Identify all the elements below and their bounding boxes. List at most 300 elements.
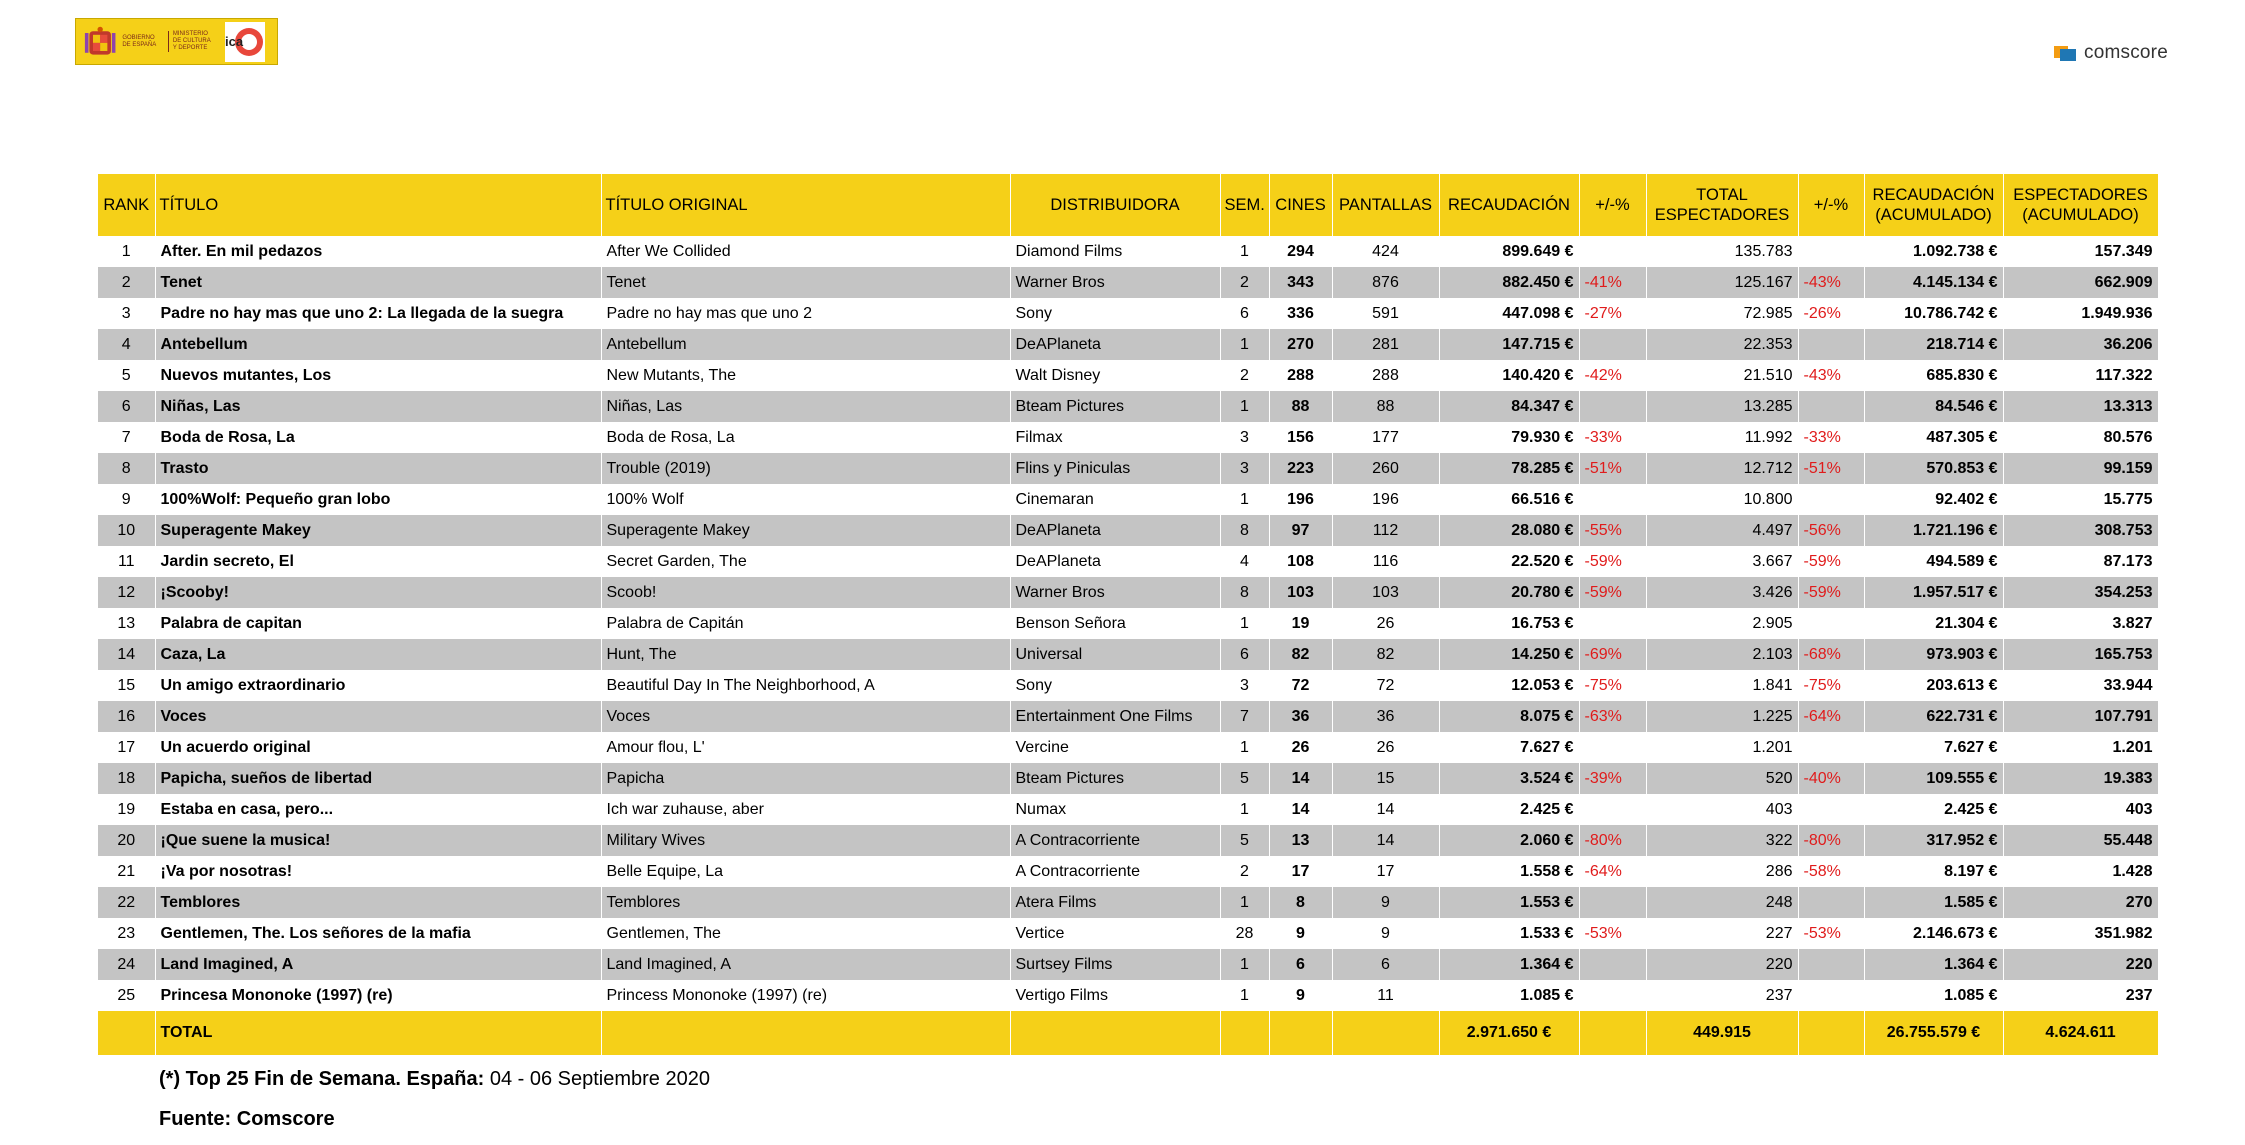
- cell-titulo: Voces: [155, 701, 601, 732]
- cell-pant: 103: [1332, 577, 1439, 608]
- cell-pant: 6: [1332, 949, 1439, 980]
- cell-cines: 108: [1269, 546, 1332, 577]
- cell-sem: 6: [1220, 639, 1269, 670]
- cell-rec: 447.098 €: [1439, 298, 1579, 329]
- cell-esp: 21.510: [1646, 360, 1798, 391]
- cell-sem: 3: [1220, 453, 1269, 484]
- cell-pant: 116: [1332, 546, 1439, 577]
- cell-dist: Flins y Piniculas: [1010, 453, 1220, 484]
- cell-rank: 17: [98, 732, 155, 763]
- cell-pct2: [1798, 887, 1864, 918]
- cell-dist: Bteam Pictures: [1010, 763, 1220, 794]
- cell-sem: 4: [1220, 546, 1269, 577]
- cell-pct2: [1798, 980, 1864, 1011]
- cell-pct2: [1798, 484, 1864, 515]
- cell-pant: 26: [1332, 608, 1439, 639]
- cell-rec: 12.053 €: [1439, 670, 1579, 701]
- cell-original: Hunt, The: [601, 639, 1010, 670]
- cell-esp: 403: [1646, 794, 1798, 825]
- table-row: [98, 856, 2158, 887]
- cell-rec: 3.524 €: [1439, 763, 1579, 794]
- cell-rec-acum: 8.197 €: [1864, 856, 2003, 887]
- header-pct-espectadores: +/-%: [1798, 174, 1864, 236]
- table-row: [98, 515, 2158, 546]
- cell-pant: 72: [1332, 670, 1439, 701]
- cell-esp: 22.353: [1646, 329, 1798, 360]
- cell-rank: 23: [98, 918, 155, 949]
- cell-rec: 8.075 €: [1439, 701, 1579, 732]
- comscore-text: comscore: [2084, 42, 2168, 63]
- cell-esp-acum: 403: [2003, 794, 2158, 825]
- cell-pct1: [1579, 329, 1646, 360]
- cell-rec: 28.080 €: [1439, 515, 1579, 546]
- cell-sem: 2: [1220, 360, 1269, 391]
- cell-esp: 286: [1646, 856, 1798, 887]
- cell-rec: 7.627 €: [1439, 732, 1579, 763]
- cell-pct1: [1579, 608, 1646, 639]
- header-pct-recaudacion: +/-%: [1579, 174, 1646, 236]
- cell-sem: 7: [1220, 701, 1269, 732]
- cell-titulo: Tenet: [155, 267, 601, 298]
- footnote: [159, 1068, 710, 1091]
- cell-titulo: Jardin secreto, El: [155, 546, 601, 577]
- cell-esp-acum: 1.949.936: [2003, 298, 2158, 329]
- gobierno-text: GOBIERNO DE ESPAÑA: [122, 34, 157, 48]
- cell-titulo: Un amigo extraordinario: [155, 670, 601, 701]
- table-row: [98, 267, 2158, 298]
- cell-cines: 26: [1269, 732, 1332, 763]
- table-row: [98, 453, 2158, 484]
- cell-pct2: -58%: [1798, 856, 1864, 887]
- cell-original: Temblores: [601, 887, 1010, 918]
- cell-rec-acum: 218.714 €: [1864, 329, 2003, 360]
- cell-pct1: -63%: [1579, 701, 1646, 732]
- cell-rank: 4: [98, 329, 155, 360]
- cell-pant: 17: [1332, 856, 1439, 887]
- cell-pct1: [1579, 484, 1646, 515]
- cell-rec-acum: 84.546 €: [1864, 391, 2003, 422]
- cell-dist: DeAPlaneta: [1010, 546, 1220, 577]
- cell-pct2: [1798, 794, 1864, 825]
- cell-rec-acum: 92.402 €: [1864, 484, 2003, 515]
- cell-cines: 14: [1269, 794, 1332, 825]
- cell-rec-acum: 487.305 €: [1864, 422, 2003, 453]
- cell-original: Princess Mononoke (1997) (re): [601, 980, 1010, 1011]
- cell-pct1: [1579, 732, 1646, 763]
- cell-rank: 20: [98, 825, 155, 856]
- cell-cines: 270: [1269, 329, 1332, 360]
- header-espectadores-acumulado: ESPECTADORES (ACUMULADO): [2003, 174, 2158, 236]
- cell-titulo: Palabra de capitan: [155, 608, 601, 639]
- cell-original: Military Wives: [601, 825, 1010, 856]
- cell-pct1: -53%: [1579, 918, 1646, 949]
- cell-rank: 25: [98, 980, 155, 1011]
- cell-original: Secret Garden, The: [601, 546, 1010, 577]
- cell-rec: 84.347 €: [1439, 391, 1579, 422]
- cell-rank: 3: [98, 298, 155, 329]
- cell-esp: 2.103: [1646, 639, 1798, 670]
- cell-titulo: Temblores: [155, 887, 601, 918]
- total-empty-dist: [1010, 1011, 1220, 1055]
- cell-esp: 72.985: [1646, 298, 1798, 329]
- cell-esp: 12.712: [1646, 453, 1798, 484]
- cell-pant: 88: [1332, 391, 1439, 422]
- cell-pct1: -41%: [1579, 267, 1646, 298]
- ica-logo: [225, 22, 265, 62]
- cell-titulo: ¡Que suene la musica!: [155, 825, 601, 856]
- total-empty-pant: [1332, 1011, 1439, 1055]
- cell-pant: 281: [1332, 329, 1439, 360]
- cell-pct1: [1579, 794, 1646, 825]
- cell-esp: 13.285: [1646, 391, 1798, 422]
- footnote-dates: 04 - 06 Septiembre 2020: [484, 1068, 710, 1090]
- cell-dist: A Contracorriente: [1010, 825, 1220, 856]
- cell-original: Amour flou, L': [601, 732, 1010, 763]
- cell-pant: 112: [1332, 515, 1439, 546]
- cell-pct1: -69%: [1579, 639, 1646, 670]
- cell-pct1: -59%: [1579, 546, 1646, 577]
- header-recaudacion-acumulado: RECAUDACIÓN (ACUMULADO): [1864, 174, 2003, 236]
- cell-pant: 82: [1332, 639, 1439, 670]
- cell-sem: 1: [1220, 980, 1269, 1011]
- table-row: [98, 763, 2158, 794]
- cell-esp-acum: 33.944: [2003, 670, 2158, 701]
- cell-pct1: -27%: [1579, 298, 1646, 329]
- cell-pant: 9: [1332, 918, 1439, 949]
- cell-sem: 1: [1220, 732, 1269, 763]
- cell-original: Voces: [601, 701, 1010, 732]
- header-total-espectadores: TOTAL ESPECTADORES: [1646, 174, 1798, 236]
- cell-cines: 82: [1269, 639, 1332, 670]
- cell-dist: Vercine: [1010, 732, 1220, 763]
- cell-rank: 12: [98, 577, 155, 608]
- cell-dist: Atera Films: [1010, 887, 1220, 918]
- cell-rec-acum: 203.613 €: [1864, 670, 2003, 701]
- ica-text: ica: [225, 33, 244, 49]
- cell-pant: 260: [1332, 453, 1439, 484]
- box-office-table: [98, 174, 2159, 1055]
- cell-rec-acum: 1.085 €: [1864, 980, 2003, 1011]
- cell-pct2: -56%: [1798, 515, 1864, 546]
- cell-dist: Diamond Films: [1010, 236, 1220, 267]
- cell-titulo: Papicha, sueños de libertad: [155, 763, 601, 794]
- cell-rec-acum: 109.555 €: [1864, 763, 2003, 794]
- cell-rec: 140.420 €: [1439, 360, 1579, 391]
- cell-titulo: Estaba en casa, pero...: [155, 794, 601, 825]
- cell-pct1: -39%: [1579, 763, 1646, 794]
- table-row: [98, 918, 2158, 949]
- cell-esp-acum: 36.206: [2003, 329, 2158, 360]
- cell-rank: 11: [98, 546, 155, 577]
- cell-cines: 14: [1269, 763, 1332, 794]
- cell-titulo: Caza, La: [155, 639, 601, 670]
- cell-dist: Bteam Pictures: [1010, 391, 1220, 422]
- total-label: TOTAL: [155, 1011, 601, 1055]
- cell-rec: 16.753 €: [1439, 608, 1579, 639]
- cell-rec-acum: 4.145.134 €: [1864, 267, 2003, 298]
- cell-rank: 7: [98, 422, 155, 453]
- header-recaudacion: RECAUDACIÓN: [1439, 174, 1579, 236]
- cell-rec: 1.533 €: [1439, 918, 1579, 949]
- cell-rec-acum: 1.092.738 €: [1864, 236, 2003, 267]
- cell-sem: 1: [1220, 236, 1269, 267]
- cell-dist: Benson Señora: [1010, 608, 1220, 639]
- cell-esp-acum: 354.253: [2003, 577, 2158, 608]
- cell-sem: 5: [1220, 825, 1269, 856]
- cell-original: Tenet: [601, 267, 1010, 298]
- cell-pct2: -75%: [1798, 670, 1864, 701]
- cell-sem: 1: [1220, 329, 1269, 360]
- total-empty-cines: [1269, 1011, 1332, 1055]
- cell-cines: 156: [1269, 422, 1332, 453]
- cell-cines: 8: [1269, 887, 1332, 918]
- cell-rec-acum: 21.304 €: [1864, 608, 2003, 639]
- cell-pct1: -42%: [1579, 360, 1646, 391]
- cell-esp-acum: 351.982: [2003, 918, 2158, 949]
- cell-cines: 223: [1269, 453, 1332, 484]
- cell-pant: 288: [1332, 360, 1439, 391]
- cell-titulo: Boda de Rosa, La: [155, 422, 601, 453]
- cell-rec: 20.780 €: [1439, 577, 1579, 608]
- table-row: [98, 701, 2158, 732]
- cell-pct2: -80%: [1798, 825, 1864, 856]
- cell-dist: Cinemaran: [1010, 484, 1220, 515]
- cell-original: Beautiful Day In The Neighborhood, A: [601, 670, 1010, 701]
- cell-pct1: -51%: [1579, 453, 1646, 484]
- cell-dist: A Contracorriente: [1010, 856, 1220, 887]
- cell-rec: 899.649 €: [1439, 236, 1579, 267]
- coat-of-arms-icon: [84, 24, 116, 60]
- cell-rec: 66.516 €: [1439, 484, 1579, 515]
- cell-sem: 2: [1220, 267, 1269, 298]
- cell-pant: 14: [1332, 794, 1439, 825]
- table-row: [98, 608, 2158, 639]
- cell-original: After We Collided: [601, 236, 1010, 267]
- cell-rank: 10: [98, 515, 155, 546]
- cell-esp: 227: [1646, 918, 1798, 949]
- cell-pant: 36: [1332, 701, 1439, 732]
- cell-pct1: [1579, 391, 1646, 422]
- table-row: [98, 236, 2158, 267]
- cell-dist: Universal: [1010, 639, 1220, 670]
- cell-titulo: Nuevos mutantes, Los: [155, 360, 601, 391]
- cell-esp: 10.800: [1646, 484, 1798, 515]
- cell-original: New Mutants, The: [601, 360, 1010, 391]
- cell-pct1: [1579, 236, 1646, 267]
- cell-pct2: -68%: [1798, 639, 1864, 670]
- cell-cines: 294: [1269, 236, 1332, 267]
- cell-rank: 19: [98, 794, 155, 825]
- table-row: [98, 794, 2158, 825]
- cell-pant: 15: [1332, 763, 1439, 794]
- cell-rank: 21: [98, 856, 155, 887]
- cell-esp: 1.225: [1646, 701, 1798, 732]
- cell-pct1: [1579, 887, 1646, 918]
- header-pantallas: PANTALLAS: [1332, 174, 1439, 236]
- cell-rec-acum: 973.903 €: [1864, 639, 2003, 670]
- cell-sem: 8: [1220, 515, 1269, 546]
- header-sem: SEM.: [1220, 174, 1269, 236]
- cell-esp-acum: 1.201: [2003, 732, 2158, 763]
- cell-original: Land Imagined, A: [601, 949, 1010, 980]
- table-row: [98, 577, 2158, 608]
- cell-rec: 14.250 €: [1439, 639, 1579, 670]
- cell-pant: 424: [1332, 236, 1439, 267]
- cell-esp-acum: 220: [2003, 949, 2158, 980]
- cell-titulo: Trasto: [155, 453, 601, 484]
- cell-original: 100% Wolf: [601, 484, 1010, 515]
- cell-pct2: -43%: [1798, 360, 1864, 391]
- cell-sem: 2: [1220, 856, 1269, 887]
- cell-titulo: Un acuerdo original: [155, 732, 601, 763]
- cell-original: Antebellum: [601, 329, 1010, 360]
- cell-rec: 79.930 €: [1439, 422, 1579, 453]
- cell-pct1: -59%: [1579, 577, 1646, 608]
- cell-dist: Vertigo Films: [1010, 980, 1220, 1011]
- cell-dist: Warner Bros: [1010, 577, 1220, 608]
- cell-esp-acum: 662.909: [2003, 267, 2158, 298]
- cell-cines: 36: [1269, 701, 1332, 732]
- cell-rec: 1.558 €: [1439, 856, 1579, 887]
- cell-pct2: -64%: [1798, 701, 1864, 732]
- cell-pct2: -53%: [1798, 918, 1864, 949]
- cell-pct2: -33%: [1798, 422, 1864, 453]
- cell-rank: 2: [98, 267, 155, 298]
- table-total-row: [98, 1011, 2158, 1055]
- cell-dist: Surtsey Films: [1010, 949, 1220, 980]
- table-row: [98, 980, 2158, 1011]
- cell-esp-acum: 87.173: [2003, 546, 2158, 577]
- cell-pct1: -33%: [1579, 422, 1646, 453]
- cell-esp: 135.783: [1646, 236, 1798, 267]
- cell-dist: Vertice: [1010, 918, 1220, 949]
- cell-esp: 520: [1646, 763, 1798, 794]
- cell-pant: 876: [1332, 267, 1439, 298]
- cell-esp-acum: 13.313: [2003, 391, 2158, 422]
- table-row: [98, 546, 2158, 577]
- cell-original: Gentlemen, The: [601, 918, 1010, 949]
- cell-rec: 1.553 €: [1439, 887, 1579, 918]
- cell-esp: 220: [1646, 949, 1798, 980]
- cell-rank: 5: [98, 360, 155, 391]
- cell-pct2: [1798, 608, 1864, 639]
- cell-pct2: [1798, 236, 1864, 267]
- cell-esp-acum: 55.448: [2003, 825, 2158, 856]
- cell-cines: 9: [1269, 980, 1332, 1011]
- cell-esp-acum: 3.827: [2003, 608, 2158, 639]
- total-empty-original: [601, 1011, 1010, 1055]
- cell-sem: 3: [1220, 670, 1269, 701]
- cell-titulo: 100%Wolf: Pequeño gran lobo: [155, 484, 601, 515]
- total-empty-pct2: [1798, 1011, 1864, 1055]
- cell-esp-acum: 237: [2003, 980, 2158, 1011]
- cell-dist: DeAPlaneta: [1010, 515, 1220, 546]
- cell-original: Belle Equipe, La: [601, 856, 1010, 887]
- total-recaudacion: 2.971.650 €: [1439, 1011, 1579, 1055]
- cell-esp-acum: 80.576: [2003, 422, 2158, 453]
- cell-rec-acum: 1.721.196 €: [1864, 515, 2003, 546]
- cell-sem: 5: [1220, 763, 1269, 794]
- cell-pant: 196: [1332, 484, 1439, 515]
- cell-pct2: [1798, 329, 1864, 360]
- cell-rec: 2.425 €: [1439, 794, 1579, 825]
- cell-original: Padre no hay mas que uno 2: [601, 298, 1010, 329]
- cell-original: Papicha: [601, 763, 1010, 794]
- cell-sem: 6: [1220, 298, 1269, 329]
- cell-pant: 26: [1332, 732, 1439, 763]
- cell-cines: 88: [1269, 391, 1332, 422]
- total-recaudacion-acumulado: 26.755.579 €: [1864, 1011, 2003, 1055]
- total-empty-rank: [98, 1011, 155, 1055]
- cell-esp: 2.905: [1646, 608, 1798, 639]
- cell-rank: 15: [98, 670, 155, 701]
- cell-titulo: Superagente Makey: [155, 515, 601, 546]
- cell-pct1: -64%: [1579, 856, 1646, 887]
- cell-rec-acum: 1.364 €: [1864, 949, 2003, 980]
- cell-rec: 2.060 €: [1439, 825, 1579, 856]
- cell-pct1: -75%: [1579, 670, 1646, 701]
- cell-rec-acum: 685.830 €: [1864, 360, 2003, 391]
- cell-cines: 336: [1269, 298, 1332, 329]
- cell-pct1: [1579, 980, 1646, 1011]
- cell-pant: 9: [1332, 887, 1439, 918]
- cell-pct1: -55%: [1579, 515, 1646, 546]
- cell-rec: 78.285 €: [1439, 453, 1579, 484]
- cell-pct2: [1798, 391, 1864, 422]
- total-empty-pct1: [1579, 1011, 1646, 1055]
- cell-esp-acum: 157.349: [2003, 236, 2158, 267]
- cell-rec-acum: 570.853 €: [1864, 453, 2003, 484]
- cell-sem: 1: [1220, 887, 1269, 918]
- total-espectadores: 449.915: [1646, 1011, 1798, 1055]
- cell-titulo: Land Imagined, A: [155, 949, 601, 980]
- cell-rec-acum: 1.585 €: [1864, 887, 2003, 918]
- cell-titulo: Niñas, Las: [155, 391, 601, 422]
- cell-rank: 1: [98, 236, 155, 267]
- cell-cines: 288: [1269, 360, 1332, 391]
- cell-cines: 6: [1269, 949, 1332, 980]
- cell-sem: 1: [1220, 949, 1269, 980]
- table-header-row: [98, 174, 2158, 236]
- cell-original: Trouble (2019): [601, 453, 1010, 484]
- table-row: [98, 670, 2158, 701]
- table-row: [98, 949, 2158, 980]
- cell-esp: 4.497: [1646, 515, 1798, 546]
- header-distribuidora: DISTRIBUIDORA: [1010, 174, 1220, 236]
- cell-sem: 3: [1220, 422, 1269, 453]
- cell-original: Superagente Makey: [601, 515, 1010, 546]
- cell-titulo: Princesa Mononoke (1997) (re): [155, 980, 601, 1011]
- cell-titulo: Gentlemen, The. Los señores de la mafia: [155, 918, 601, 949]
- cell-dist: Sony: [1010, 670, 1220, 701]
- cell-dist: Numax: [1010, 794, 1220, 825]
- cell-esp: 1.201: [1646, 732, 1798, 763]
- cell-esp-acum: 107.791: [2003, 701, 2158, 732]
- cell-pct2: [1798, 732, 1864, 763]
- table-row: [98, 391, 2158, 422]
- cell-esp-acum: 15.775: [2003, 484, 2158, 515]
- header-rank: RANK: [98, 174, 155, 236]
- cell-titulo: ¡Va por nosotras!: [155, 856, 601, 887]
- table-row: [98, 484, 2158, 515]
- cell-pct2: -43%: [1798, 267, 1864, 298]
- cell-sem: 1: [1220, 391, 1269, 422]
- cell-esp-acum: 1.428: [2003, 856, 2158, 887]
- cell-rec-acum: 494.589 €: [1864, 546, 2003, 577]
- cell-rank: 14: [98, 639, 155, 670]
- cell-dist: DeAPlaneta: [1010, 329, 1220, 360]
- cell-dist: Filmax: [1010, 422, 1220, 453]
